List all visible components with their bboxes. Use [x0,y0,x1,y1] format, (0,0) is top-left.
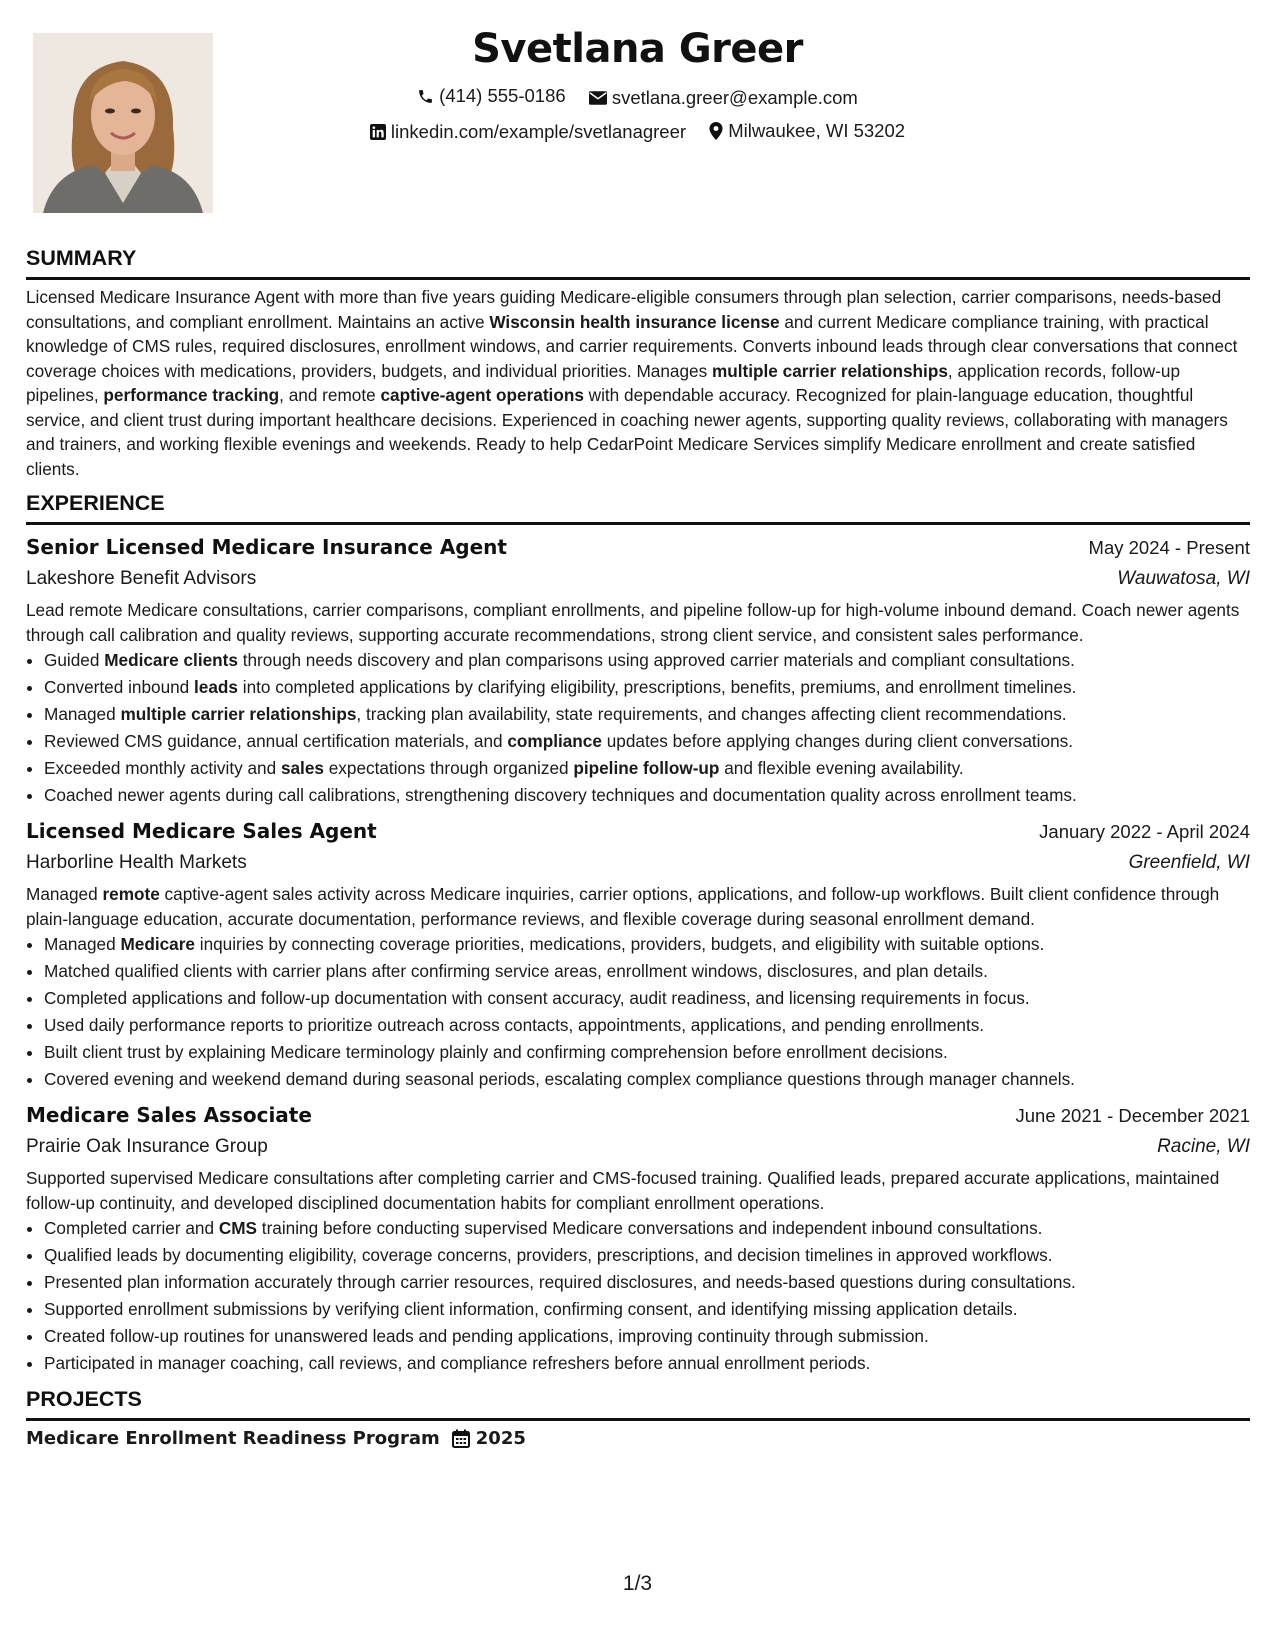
text-run: Built client trust by explaining Medicare terminology plainly and confirming comprehension before enrollment decisions. [44,1042,948,1062]
job-title-row [26,815,1250,848]
company-name: Harborline Health Markets [26,852,247,873]
text-run: Reviewed CMS guidance, annual certification materials, and [44,731,508,751]
text-run: Managed [44,934,121,954]
linkedin-text[interactable]: linkedin.com/example/svetlanagreer [390,120,687,142]
bold-text: sales [280,758,324,778]
contact-line-1 [250,80,1025,115]
summary-paragraph [26,285,1250,481]
job-title-row [26,1099,1250,1132]
job-location: Racine, WI [1157,1136,1250,1157]
linkedin-contact[interactable] [370,116,686,148]
contact-line-2 [250,115,1025,150]
job-bullet-list [26,647,1250,809]
location-text: Milwaukee, WI 53202 [728,119,906,141]
bold-text: Medicare [120,934,195,954]
text-run: captive-agent sales activity across Medicare inquiries, carrier options, applications, and follow-up workflows. Built client confidence through plain-language education, accurate documentation, performance reviews, and flexible coverage during seasonal enrollment demand. [26,884,1220,929]
job-bullet [44,1066,1250,1093]
phone-contact [417,80,566,112]
text-run: , and remote [279,385,381,405]
text-run: Managed [44,704,121,724]
job-bullet [44,782,1250,809]
linkedin-icon [370,124,386,140]
job-dates: June 2021 - December 2021 [1015,1105,1250,1126]
job-title: Senior Licensed Medicare Insurance Agent [26,535,507,559]
projects-heading: PROJECTS [26,1385,1250,1421]
text-run: updates before applying changes during client conversations. [601,731,1073,751]
job-bullet [44,674,1250,701]
project-year: 2025 [475,1428,526,1449]
project-item [26,1428,1250,1449]
projects-section [26,1385,1250,1449]
bold-text: leads [194,677,238,697]
phone-text: (414) 555-0186 [439,85,566,106]
job-dates: May 2024 - Present [1088,537,1250,558]
bold-text: performance tracking [103,385,280,405]
text-run: , tracking plan availability, state requirements, and changes affecting client recommendations. [356,704,1067,724]
summary-heading: SUMMARY [26,244,1250,280]
job-entry [26,531,1250,809]
job-list [26,531,1250,1377]
job-entry [26,815,1250,1093]
resume-content [26,244,1250,1457]
project-title: Medicare Enrollment Readiness Program [26,1428,440,1449]
email-text[interactable]: svetlana.greer@example.com [611,86,858,108]
envelope-icon [589,91,607,105]
job-company-row [26,848,1250,878]
job-title: Licensed Medicare Sales Agent [26,819,377,843]
company-name: Prairie Oak Insurance Group [26,1136,268,1157]
text-run: Qualified leads by documenting eligibility, coverage concerns, providers, prescriptions, and decision timelines in approved workflows. [44,1245,1053,1265]
calendar-icon [452,1429,470,1448]
job-title: Medicare Sales Associate [26,1103,312,1127]
text-run: Used daily performance reports to prioritize outreach across contacts, appointments, applications, and pending enrollments. [44,1015,985,1035]
profile-photo [33,33,213,213]
page-number: 1/3 [622,1572,653,1595]
bold-text: Wisconsin health insurance license [489,311,780,332]
job-bullet [44,728,1250,755]
text-run: Managed [26,884,103,904]
experience-heading: EXPERIENCE [26,489,1250,525]
text-run: Created follow-up routines for unanswered leads and pending applications, improving continuity through submission. [44,1326,929,1346]
text-run: Exceeded monthly activity and [44,758,281,778]
bold-text: multiple carrier relationships [711,360,948,381]
text-run: Lead remote Medicare consultations, carrier comparisons, compliant enrollments, and pipeline follow-up for high-volume inbound demand. Coach newer agents through call calibration and quality reviews, supporting accurate recommendations, strong client service, and consistent sales performance. [26,600,1240,645]
job-bullet [44,755,1250,782]
text-run: into completed applications by clarifying eligibility, prescriptions, benefits, premiums, and enrollment timelines. [237,677,1077,697]
bold-text: compliance [507,731,602,751]
bold-text: remote [102,884,160,904]
job-bullet [44,1215,1250,1242]
job-bullet [44,701,1250,728]
text-run: Supported supervised Medicare consultations after completing carrier and CMS-focused training. Qualified leads, prepared accurate applications, maintained follow-up continuity, and developed disciplined documentation habits for compliant enrollment operations. [26,1168,1220,1213]
job-bullet [44,1242,1250,1269]
experience-section [26,489,1250,1377]
job-bullet [44,1350,1250,1377]
portrait-image [33,33,213,213]
job-title-row [26,531,1250,564]
text-run: , application records, follow-up pipelines, [26,360,1181,405]
text-run: Presented plan information accurately through carrier resources, required disclosures, and needs-based questions during consultations. [44,1272,1076,1292]
text-run: Participated in manager coaching, call reviews, and compliance refreshers before annual enrollment periods. [44,1353,871,1373]
text-run: and current Medicare compliance training, with practical knowledge of CMS rules, required disclosures, enrollment windows, and carrier requirements. Converts inbound leads through clear conversations that connect coverage choices with medications, providers, budgets, and individual priorities. Manages [26,311,1238,381]
resume-header [250,18,1025,150]
job-bullet [44,1323,1250,1350]
company-name: Lakeshore Benefit Advisors [26,568,257,589]
job-bullet [44,647,1250,674]
job-dates: January 2022 - April 2024 [1039,821,1250,842]
text-run: Covered evening and weekend demand during seasonal periods, escalating complex compliance questions through manager channels. [44,1069,1075,1089]
text-run: Completed carrier and [44,1218,219,1238]
job-location: Greenfield, WI [1128,852,1250,873]
job-entry [26,1099,1250,1377]
phone-icon [417,88,434,105]
bold-text: CMS [218,1218,258,1238]
candidate-name: Svetlana Greer [472,26,803,72]
job-bullet [44,958,1250,985]
text-run: expectations through organized [323,758,574,778]
job-bullet-list [26,1215,1250,1377]
job-bullet [44,1012,1250,1039]
location-contact [709,115,905,147]
job-bullet-list [26,931,1250,1093]
job-bullet [44,931,1250,958]
job-company-row [26,1132,1250,1162]
text-run: Converted inbound [44,677,195,697]
text-run: inquiries by connecting coverage priorities, medications, providers, budgets, and eligibility with suitable options. [194,934,1045,954]
bold-text: Medicare clients [104,650,238,670]
job-bullet [44,1039,1250,1066]
job-bullet [44,985,1250,1012]
text-run: Licensed Medicare Insurance Agent with more than five years guiding Medicare-eligible consumers through plan selection, carrier comparisons, needs-based consultations, and compliant enrollment. Maintains an active [26,287,1222,332]
job-description [26,882,1250,931]
text-run: with dependable accuracy. Recognized for plain-language education, thoughtful service, and client trust during important healthcare decisions. Experienced in coaching newer agents, supporting quality reviews, collaborating with managers and trainers, and working flexible evenings and weekends. Ready to help CedarPoint Medicare Services simplify Medicare enrollment and create satisfied clients. [26,385,1228,479]
map-pin-icon [709,122,723,140]
job-company-row [26,564,1250,594]
job-bullet [44,1296,1250,1323]
text-run: Supported enrollment submissions by verifying client information, confirming consent, and identifying missing application details. [44,1299,1018,1319]
text-run: Completed applications and follow-up documentation with consent accuracy, audit readiness, and licensing requirements in focus. [44,988,1030,1008]
job-bullet [44,1269,1250,1296]
text-run: and flexible evening availability. [719,758,964,778]
job-location: Wauwatosa, WI [1117,568,1250,589]
text-run: Matched qualified clients with carrier plans after confirming service areas, enrollment windows, disclosures, and plan details. [44,961,988,981]
email-contact[interactable] [589,82,858,114]
summary-section [26,244,1250,481]
text-run: through needs discovery and plan comparisons using approved carrier materials and compliant consultations. [237,650,1075,670]
bold-text: multiple carrier relationships [120,704,357,724]
text-run: Coached newer agents during call calibrations, strengthening discovery techniques and documentation quality across enrollment teams. [44,785,1077,805]
job-description [26,1166,1250,1215]
text-run: training before conducting supervised Medicare conversations and independent inbound consultations. [257,1218,1043,1238]
text-run: Guided [44,650,105,670]
bold-text: pipeline follow-up [573,758,720,778]
job-description [26,598,1250,647]
bold-text: captive-agent operations [380,385,584,405]
